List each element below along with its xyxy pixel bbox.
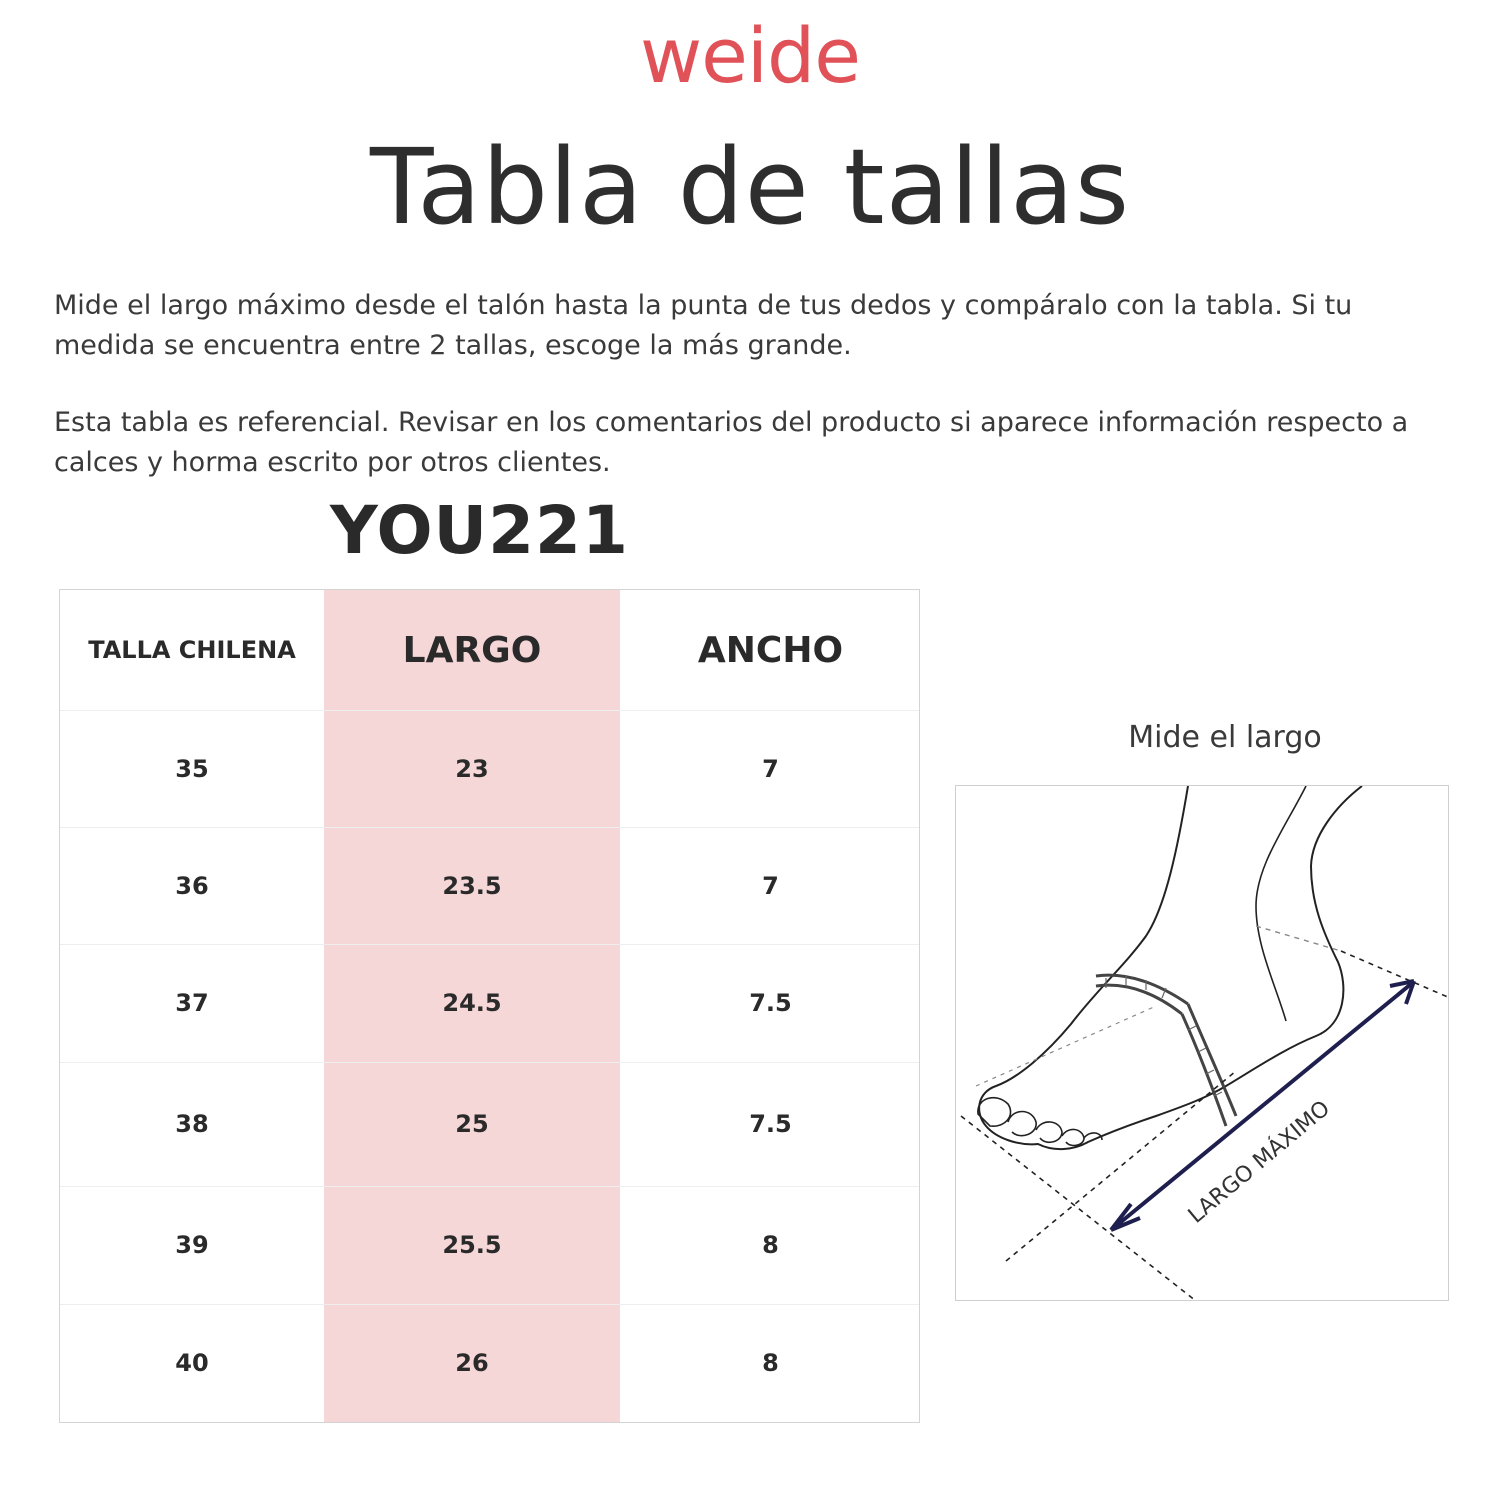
size-table	[59, 589, 920, 1423]
table-row	[60, 710, 919, 828]
cell-ancho: 7.5	[749, 989, 792, 1017]
table-header-row	[60, 590, 919, 711]
brand-logo: weide	[639, 11, 861, 100]
cell-talla: 39	[175, 1231, 209, 1259]
table-row	[60, 1062, 919, 1187]
cell-ancho: 8	[762, 1231, 779, 1259]
header-largo: LARGO	[402, 629, 542, 671]
foot-measure-diagram	[955, 785, 1449, 1301]
cell-talla: 35	[175, 754, 209, 783]
page-title: Tabla de tallas	[369, 126, 1130, 248]
cell-ancho: 7.5	[749, 1110, 792, 1138]
cell-talla: 40	[175, 1349, 209, 1377]
cell-largo: 23.5	[442, 871, 502, 900]
cell-talla: 38	[175, 1110, 209, 1138]
cell-largo: 24.5	[442, 989, 502, 1017]
table-row	[60, 1186, 919, 1305]
cell-ancho: 7	[762, 871, 779, 900]
instruction-paragraph: Mide el largo máximo desde el talón hasta la punta de tus dedos y compáralo con la tabla. Si tu medida se encuentra entre 2 tallas, escoge la más grande.	[54, 290, 1353, 361]
diagram-title: Mide el largo	[1128, 720, 1322, 755]
table-row	[60, 1304, 919, 1422]
cell-ancho: 7	[762, 754, 779, 783]
arrow-label: LARGO MÁXIMO	[1183, 1096, 1335, 1229]
header-talla-chilena: TALLA CHILENA	[88, 636, 296, 664]
disclaimer-paragraph: Esta tabla es referencial. Revisar en los comentarios del producto si aparece información respecto a calces y horma escrito por otros clientes.	[54, 407, 1409, 478]
model-code: YOU221	[330, 492, 629, 569]
foot-measure-illustration-icon	[956, 786, 1450, 1302]
cell-largo: 25.5	[442, 1231, 502, 1259]
table-row	[60, 944, 919, 1063]
cell-largo: 26	[455, 1349, 489, 1377]
cell-talla: 36	[175, 871, 209, 900]
header-ancho: ANCHO	[697, 629, 844, 671]
cell-largo: 25	[455, 1110, 489, 1138]
cell-talla: 37	[175, 989, 209, 1017]
cell-largo: 23	[455, 754, 489, 783]
cell-ancho: 8	[762, 1349, 779, 1377]
table-row	[60, 827, 919, 945]
